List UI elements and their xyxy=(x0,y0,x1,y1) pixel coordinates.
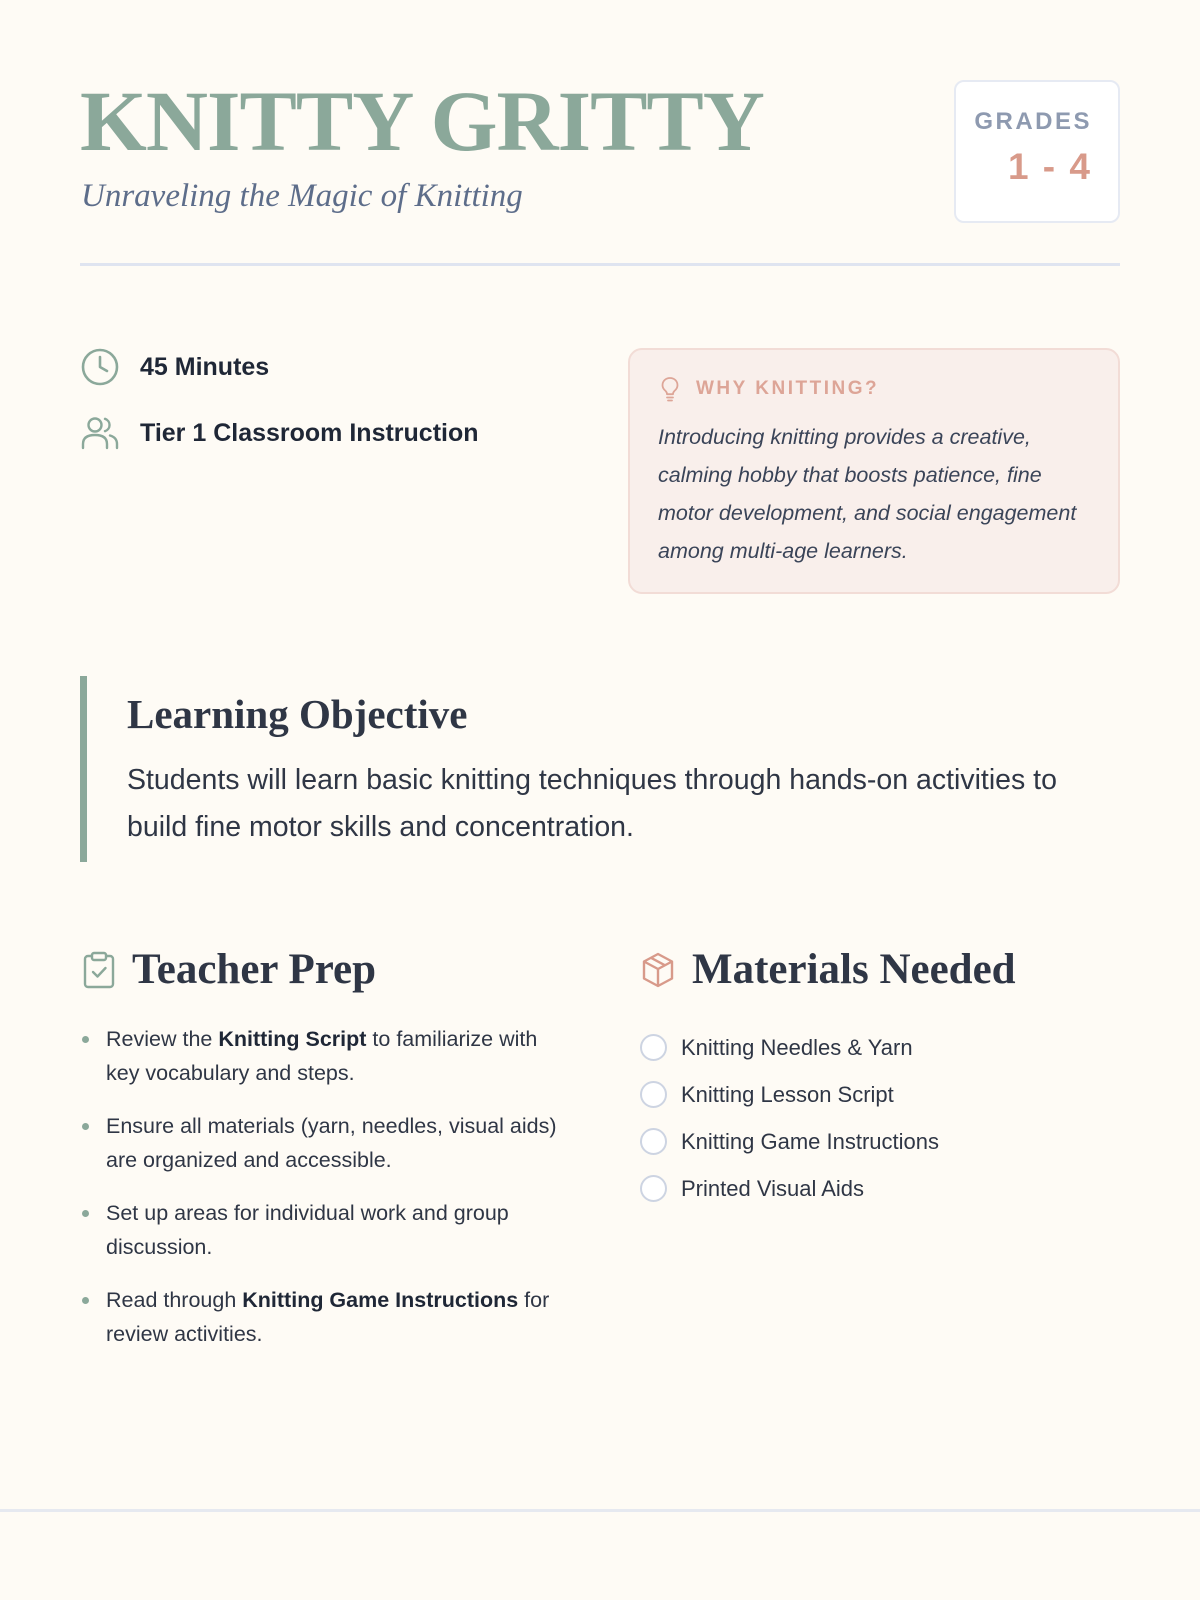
duration-text: 45 Minutes xyxy=(140,352,270,381)
material-item xyxy=(640,1024,939,1071)
package-icon xyxy=(640,951,676,989)
users-icon xyxy=(80,413,120,453)
material-checkbox[interactable] xyxy=(640,1175,667,1202)
material-checkbox[interactable] xyxy=(640,1128,667,1155)
list-item: Ensure all materials (yarn, needles, visual aids) are organized and accessible. xyxy=(80,1109,570,1177)
bullet-dot xyxy=(82,1036,89,1043)
page-title: KNITTY GRITTY xyxy=(80,73,764,169)
materials-list xyxy=(640,1024,939,1212)
lightbulb-icon xyxy=(658,376,682,402)
teacher-prep-header xyxy=(82,945,376,994)
tier-row xyxy=(80,413,479,453)
learning-objective-title: Learning Objective xyxy=(127,691,468,737)
duration-row xyxy=(80,347,269,387)
learning-objective-block xyxy=(80,676,1120,862)
clock-icon xyxy=(80,347,120,387)
clipboard-check-icon xyxy=(82,951,116,989)
why-knitting-header xyxy=(658,376,1092,402)
materials-header xyxy=(640,945,1016,994)
material-item xyxy=(640,1118,939,1165)
list-item: Read through Knitting Game Instructions for review activities. xyxy=(80,1283,570,1351)
page-subtitle: Unraveling the Magic of Knitting xyxy=(81,178,523,214)
list-item: Review the Knitting Script to familiarize with key vocabulary and steps. xyxy=(80,1022,570,1090)
footer-divider xyxy=(0,1509,1200,1512)
grades-badge xyxy=(954,80,1120,223)
teacher-prep-title: Teacher Prep xyxy=(132,946,377,993)
materials-title: Materials Needed xyxy=(692,946,1016,993)
material-checkbox[interactable] xyxy=(640,1081,667,1108)
why-knitting-text: Introducing knitting provides a creative, calming hobby that boosts patience, fine motor development, and social engagement among multi-age learners. xyxy=(658,425,1077,563)
grades-label: GRADES xyxy=(974,108,1092,135)
teacher-prep-list xyxy=(80,1022,570,1370)
why-knitting-title: WHY KNITTING? xyxy=(696,378,880,399)
learning-objective-text: Students will learn basic knitting techniques through hands-on activities to build fine motor skills and concentration. xyxy=(127,764,1057,844)
grades-value: 1 - 4 xyxy=(1007,146,1092,187)
list-item: Set up areas for individual work and group discussion. xyxy=(80,1196,570,1264)
bullet-dot xyxy=(82,1297,89,1304)
material-item xyxy=(640,1165,939,1212)
material-label: Knitting Needles & Yarn xyxy=(681,1034,913,1060)
material-label: Knitting Game Instructions xyxy=(681,1128,940,1154)
tier-text: Tier 1 Classroom Instruction xyxy=(140,418,479,447)
material-label: Printed Visual Aids xyxy=(681,1175,865,1201)
material-checkbox[interactable] xyxy=(640,1034,667,1061)
material-item xyxy=(640,1071,939,1118)
header-divider xyxy=(80,263,1120,266)
bullet-dot xyxy=(82,1210,89,1217)
material-label: Knitting Lesson Script xyxy=(681,1081,894,1107)
bullet-dot xyxy=(82,1123,89,1130)
why-knitting-card xyxy=(628,348,1120,594)
